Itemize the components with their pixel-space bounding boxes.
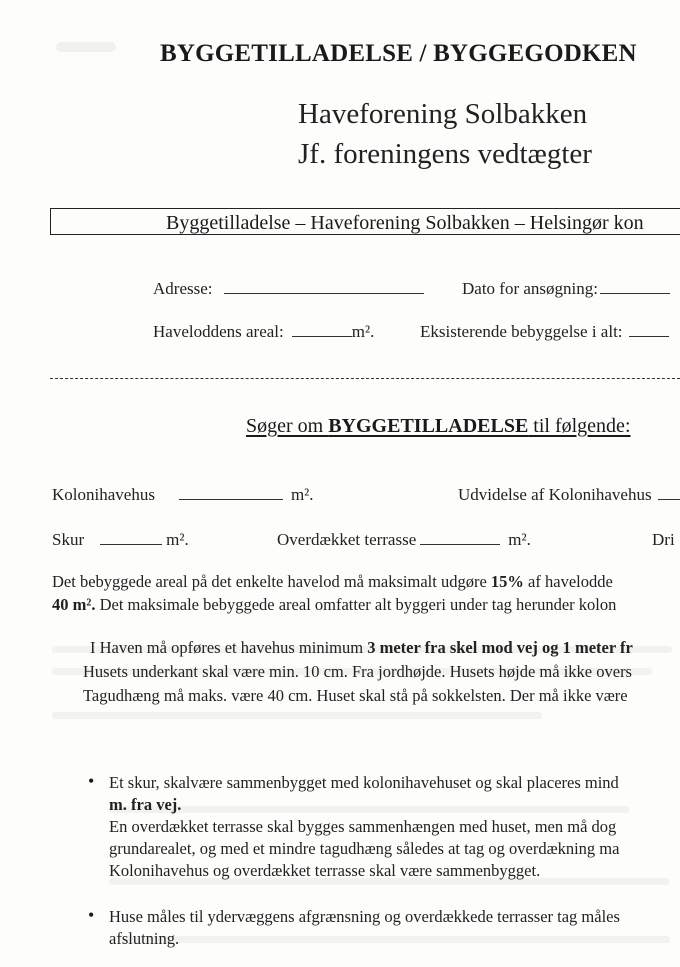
item-terrasse: Overdækket terrasse m². [277,530,531,549]
terrasse-blank[interactable] [420,530,500,545]
rule-line-2: 40 m². Det maksimale bebyggede areal omfatter alt byggeri under tag herunder kolon [52,595,617,614]
document-title: BYGGETILLADELSE / BYGGEGODKEN [160,40,637,67]
bullet-1: • [88,771,95,791]
date-label: Dato for ansøgning: [462,279,670,299]
date-blank[interactable] [600,279,670,294]
banner-text: Byggetilladelse – Haveforening Solbakken – Helsingør kon [166,212,644,234]
bullet-2-text: Huse måles til ydervæggens afgrænsning og overdækkede terrasser tag måles afslutning. [109,907,620,948]
statutes-reference: Jf. foreningens vedtægter [298,138,592,170]
dashed-divider [50,378,680,379]
placement-line-2: Husets underkant skal være min. 10 cm. Fra jordhøjde. Husets højde må ikke overs [83,662,632,681]
kolonihavehus-blank[interactable] [179,485,283,500]
item-dri: Dri [652,530,675,549]
udvidelse-blank[interactable] [658,485,680,500]
placement-line-3: Tagudhæng må maks. være 40 cm. Huset skal stå på sokkelsten. Der må ikke være [83,686,628,705]
bullet-1-text: Et skur, skalvære sammenbygget med kolonihavehuset og skal placeres mind m. fra vej. En overdækket terrasse skal bygges sammenhængen med huset, men må dog grundarealet, og med et mindre tagudhæng således at tag og overdækning ma Kolonihavehus og overdækket terrasse skal være sammenbygget. [109,773,620,880]
skur-blank[interactable] [100,530,162,545]
placement-line-1: I Haven må opføres et havehus minimum 3 meter fra skel mod vej og 1 meter fr [90,638,633,657]
section-heading: Søger om BYGGETILLADELSE til følgende: [246,415,631,437]
item-kolonihavehus: Kolonihavehus m². [52,485,314,504]
association-name: Haveforening Solbakken [298,98,588,130]
item-udvidelse: Udvidelse af Kolonihavehus [458,485,680,505]
area-label: Haveloddens areal: m². [153,322,375,341]
bullet-2: • [88,905,95,925]
address-blank[interactable] [224,279,424,294]
existing-label: Eksisterende bebyggelse i alt: [420,322,669,342]
scan-speck [56,42,116,52]
item-skur: Skur m². [52,530,189,549]
address-label: Adresse: [153,279,424,299]
rule-line-1: Det bebyggede areal på det enkelte havelod må maksimalt udgøre 15% af havelodde [52,572,613,591]
area-blank[interactable] [292,322,352,337]
area-unit: m². [351,322,375,341]
bleedthrough-3 [52,712,542,719]
existing-blank[interactable] [629,322,669,337]
